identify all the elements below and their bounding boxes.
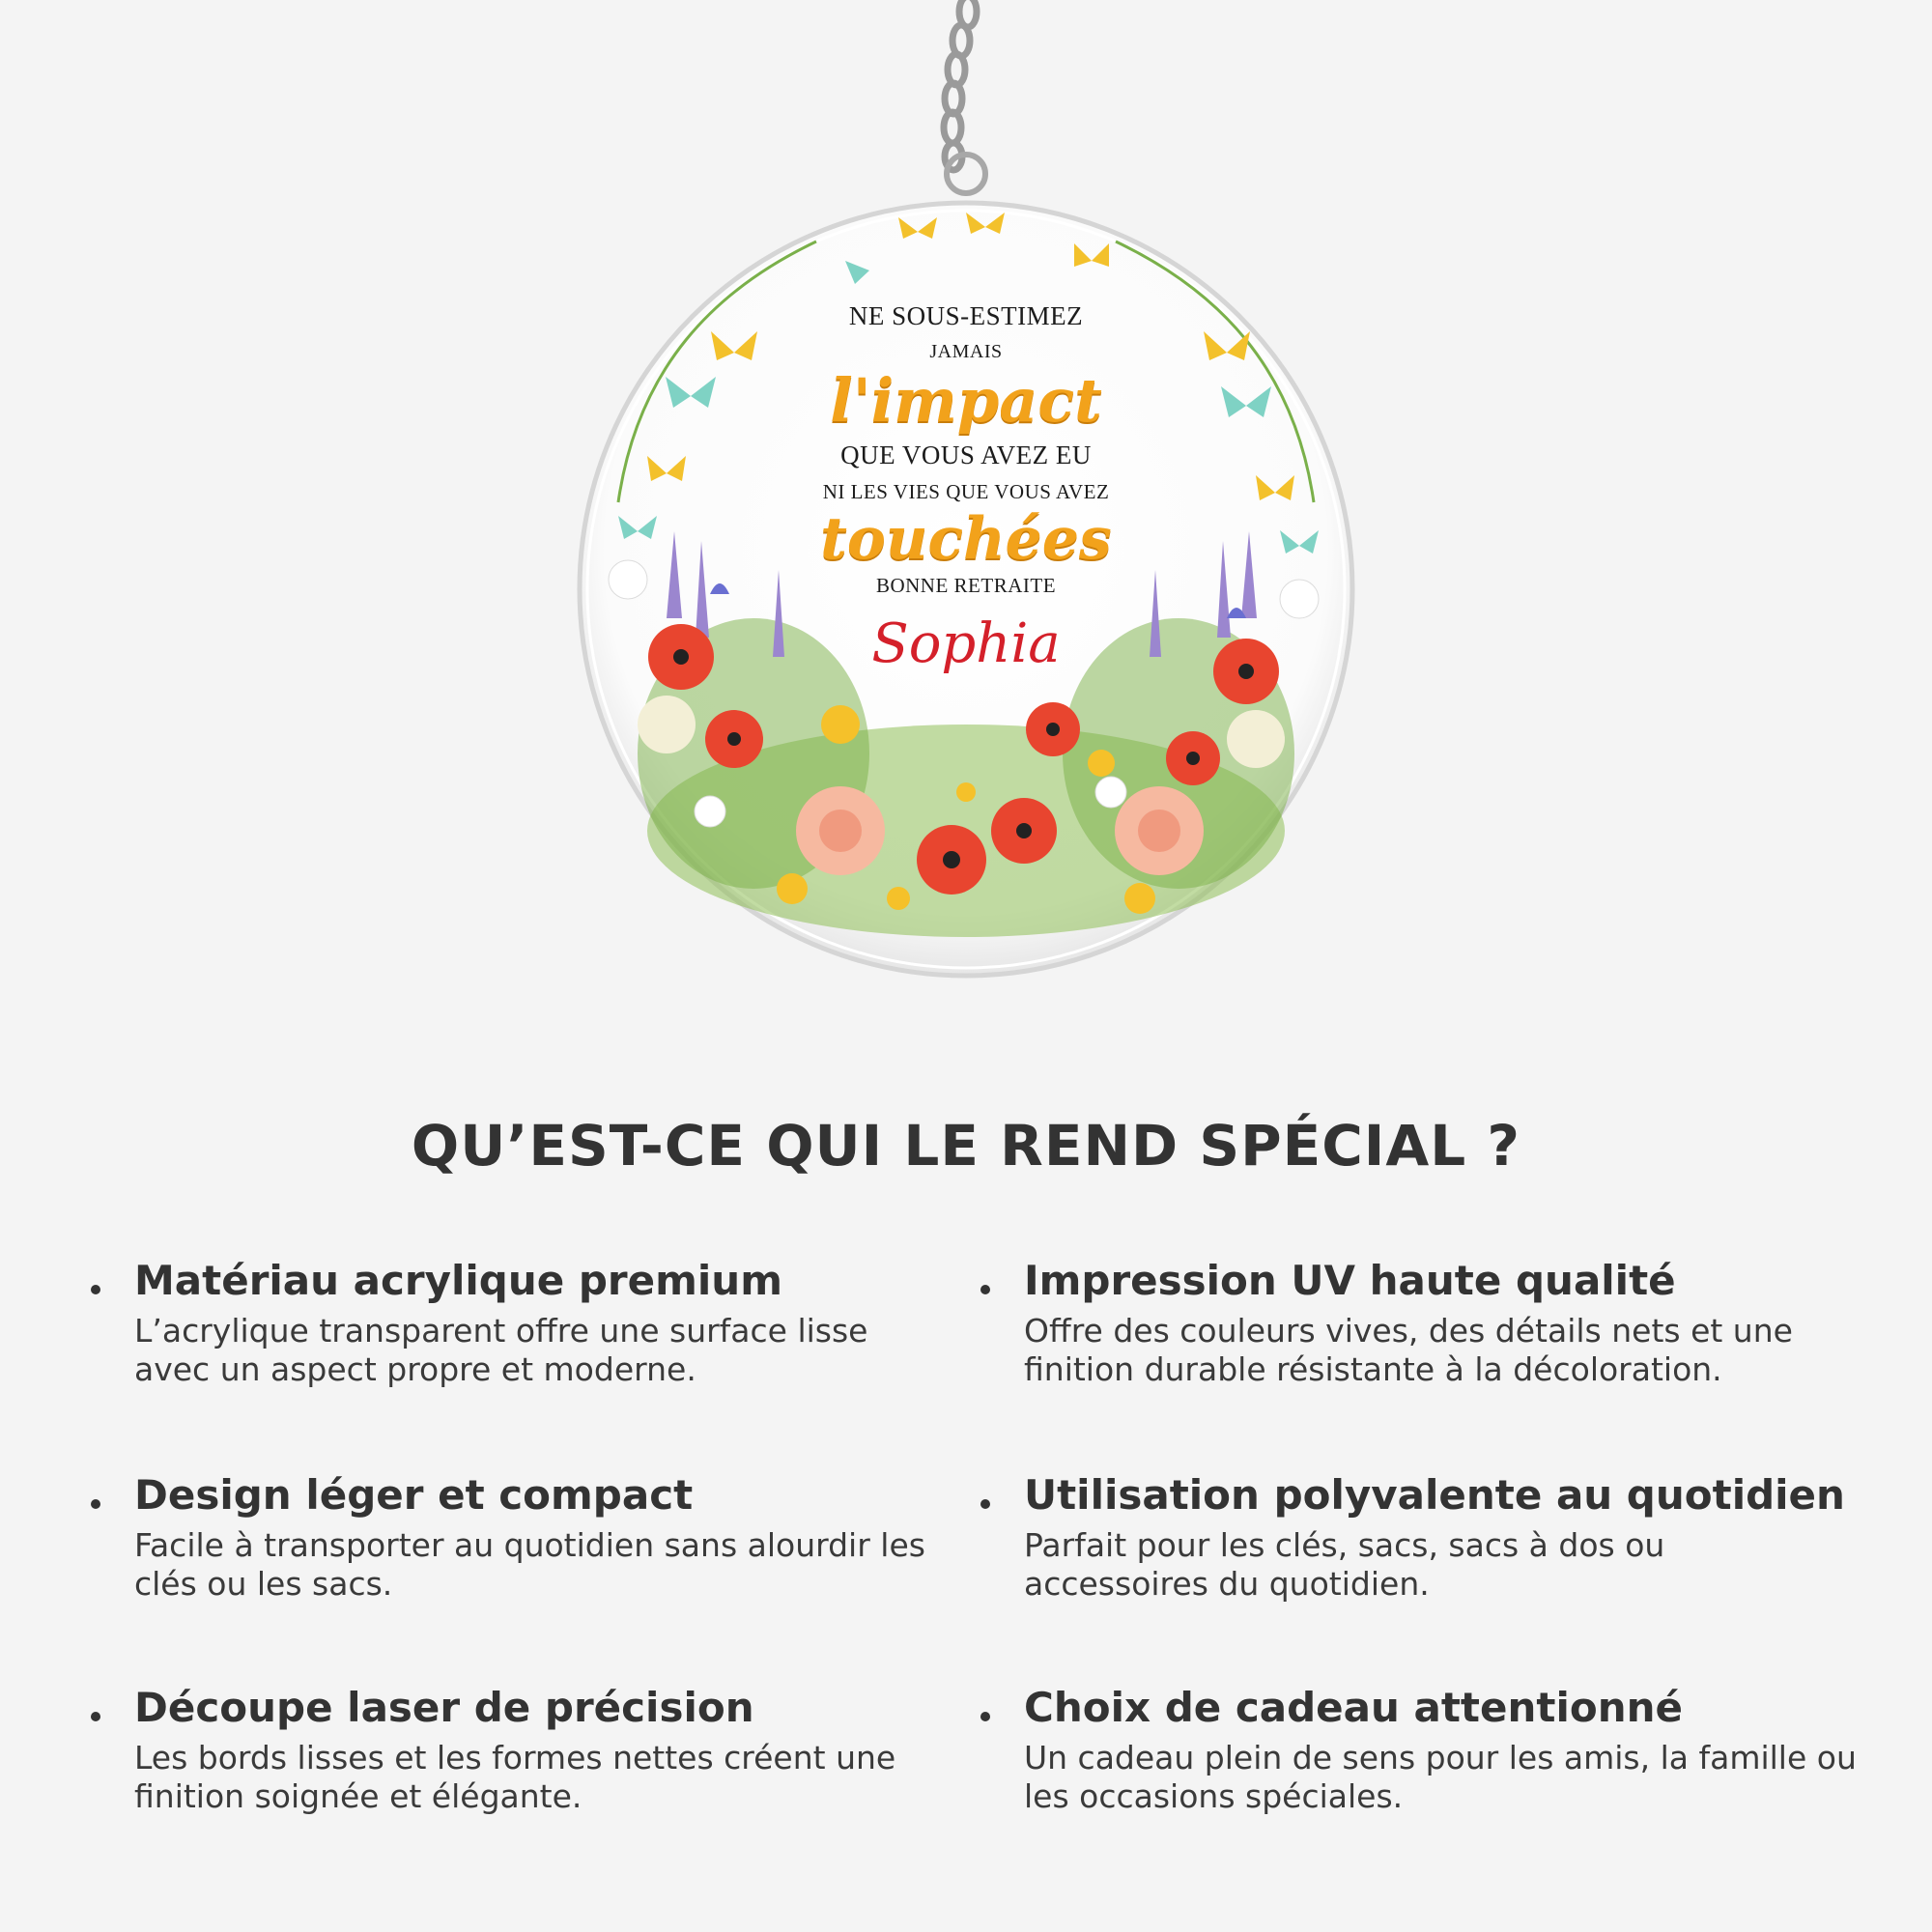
feature-title: Utilisation polyvalente au quotidien <box>1024 1471 1845 1519</box>
feature-description: Les bords lisses et les formes nettes créent une finition soignée et élégante. <box>134 1739 896 1815</box>
feature-title: Découpe laser de précision <box>134 1684 754 1731</box>
feature-description: Parfait pour les clés, sacs, sacs à dos ou accessoires du quotidien. <box>1024 1526 1665 1603</box>
bullet-icon <box>91 1285 100 1294</box>
feature-description: Un cadeau plein de sens pour les amis, la famille ou les occasions spéciales. <box>1024 1739 1857 1815</box>
bullet-icon <box>980 1499 990 1509</box>
ornament-personal-name: Sophia <box>871 612 1061 675</box>
feature-title: Design léger et compact <box>134 1471 694 1519</box>
feature-description: Offre des couleurs vives, des détails nets et une finition durable résistante à la décoloration. <box>1024 1312 1793 1388</box>
ornament-line-7: BONNE RETRAITE <box>875 574 1057 597</box>
bullet-icon <box>91 1712 100 1721</box>
feature-title: Choix de cadeau attentionné <box>1024 1684 1684 1731</box>
feature-item <box>134 1256 926 1389</box>
ornament-line-2: JAMAIS <box>929 341 1003 362</box>
feature-title: Matériau acrylique premium <box>134 1257 782 1304</box>
ring-icon <box>947 155 985 193</box>
bullet-icon <box>91 1499 100 1509</box>
section-heading: QU’EST-CE QUI LE REND SPÉCIAL ? <box>411 1113 1521 1179</box>
bullet-icon <box>980 1712 990 1721</box>
feature-description: Facile à transporter au quotidien sans alourdir les clés ou les sacs. <box>134 1526 925 1603</box>
feature-title: Impression UV haute qualité <box>1024 1257 1676 1304</box>
feature-item <box>1024 1256 1816 1389</box>
ornament-line-5: NI LES VIES QUE VOUS AVEZ <box>822 480 1110 503</box>
feature-item <box>134 1683 926 1816</box>
feature-item <box>134 1470 926 1604</box>
ornament-line-1: NE SOUS-ESTIMEZ <box>848 301 1084 330</box>
feature-description: L’acrylique transparent offre une surface lisse avec un aspect propre et moderne. <box>134 1312 868 1388</box>
ornament-highlight-touchees: touchées <box>820 505 1112 573</box>
chain-icon <box>944 0 977 170</box>
ornament-line-4: QUE VOUS AVEZ EU <box>840 440 1092 469</box>
feature-item <box>1024 1683 1874 1816</box>
bullet-icon <box>980 1285 990 1294</box>
feature-item <box>1024 1470 1845 1604</box>
ornament-highlight-impact: l'impact <box>830 365 1102 436</box>
